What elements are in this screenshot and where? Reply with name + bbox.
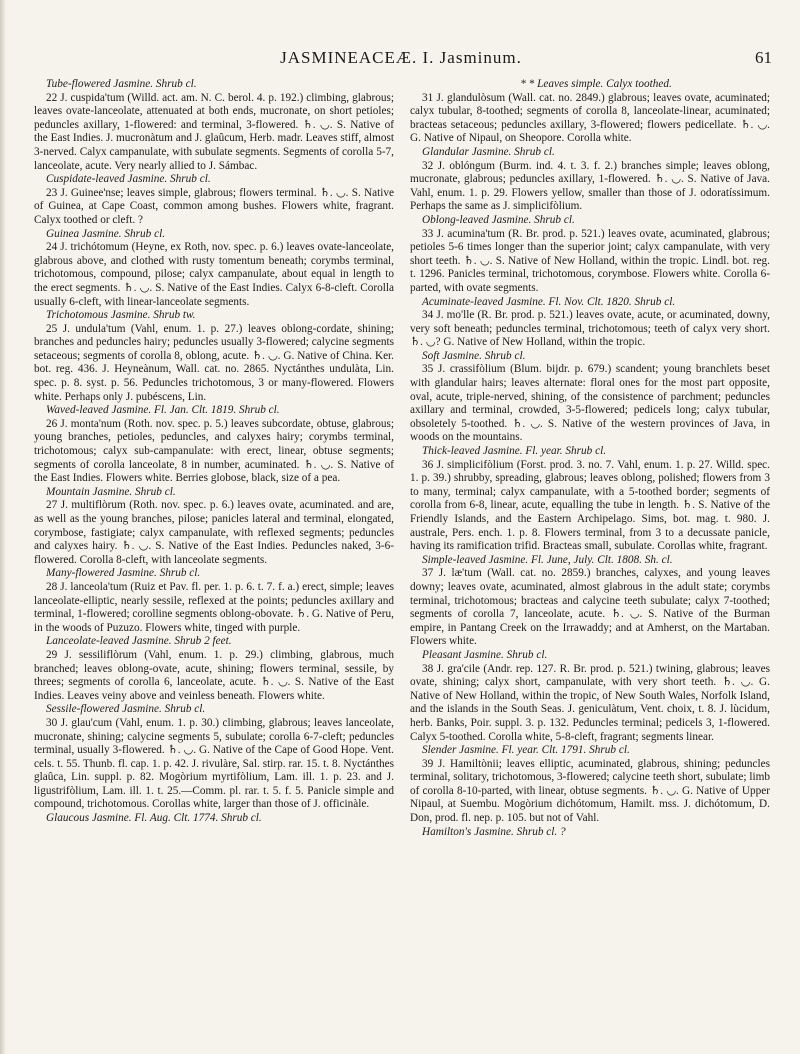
common-name: Acuminate-leaved Jasmine. Fl. Nov. Clt. 1820. Shrub cl. [422,295,676,308]
common-name: Sessile-flowered Jasmine. Shrub cl. [46,703,206,716]
common-name: Tube-flowered Jasmine. Shrub cl. [46,78,197,90]
common-name: Glaucous Jasmine. Fl. Aug. Clt. 1774. Shrub cl. [46,812,262,825]
species-entry: 31 J. glandulòsum (Wall. cat. no. 2849.) glabrous; leaves ovate, acuminated; calyx tubular, 8-toothed; segments of corolla 8, lanceolate-linear, acuminated; bracteas setaceous; peduncles axillary, 3-flowered; flowers pedicellate. ♄. ◡. G. Native of Nipaul, on Sheopore. Corolla white. [410,91,770,145]
left-column [34,78,394,826]
common-name: Guinea Jasmine. Shrub cl. [46,227,166,240]
common-name: Many-flowered Jasmine. Shrub cl. [46,567,201,580]
species-entry: 26 J. monta'num (Roth. nov. spec. p. 5.) leaves subcordate, obtuse, glabrous; young branches, petioles, peduncles, and calyxes hairy; corymbs terminal, trichotomous; calyx sub-campanulate: with erect, linear, obtuse segments; segments of corolla lanceolate, 8 in number, acuminated. ♄. ◡. S. Native of the East Indies. Flowers white. Berries globose, black, size of a pea. [34,417,394,485]
common-name: Waved-leaved Jasmine. Fl. Jan. Clt. 1819. Shrub cl. [46,404,280,417]
species-entry: 35 J. crassifòlium (Blum. bijdr. p. 679.) scandent; young branchlets beset with glandular hairs; leaves alternate: floral ones for the most part opposite, oval, acute, triple-nerved, shining, of the consistence of parchment; peduncles axillary and terminal, crowded, 3-5-flowered; pedicels long; calyx tubular, obsoletely 5-toothed. ♄. ◡. S. Native of the western provinces of Java, in woods on the mountains. [410,363,770,444]
common-name: Lanceolate-leaved Jasmine. Shrub 2 feet. [46,635,232,648]
page-number: 61 [755,48,772,67]
common-name: Cuspidate-leaved Jasmine. Shrub cl. [46,173,211,186]
page-header [30,48,772,72]
species-entry: 23 J. Guinee'nse; leaves simple, glabrous; flowers terminal. ♄. ◡. S. Native of Guinea, at Cape Coast, common among bushes. Flowers white, fragrant. Calyx toothed or cleft. ? [34,186,394,226]
common-name: Glandular Jasmine. Shrub cl. [422,145,555,158]
species-entry: 24 J. trichótomum (Heyne, ex Roth, nov. spec. p. 6.) leaves ovate-lanceolate, glabrous above, and clothed with rusty tomentum beneath; corymbs terminal, trichotomous, compound, pilose; calyx campanulate, about equal in length to the erect segments. ♄. ◡. S. Native of the East Indies. Calyx 6-8-cleft. Corolla usually 6-cleft, with linear-lanceolate segments. [34,241,394,308]
common-name: Soft Jasmine. Shrub cl. [422,349,526,362]
species-entry: 28 J. lanceola'tum (Ruiz et Pav. fl. per. 1. p. 6. t. 7. f. a.) erect, simple; leaves lanceolate-elliptic, nearly sessile, reflexed at the points; peduncles axillary and terminal, 1-flowered; corolline segments oblong-obovate. ♄. G. Native of Peru, in the woods of Puzuzo. Flowers white, tinged with purple. [34,580,394,634]
species-entry: 30 J. glau'cum (Vahl, enum. 1. p. 30.) climbing, glabrous; leaves lanceolate, mucronate, shining; calycine segments 5, subulate; corolla 6-7-cleft; peduncles terminal, usually 3-flowered. ♄. ◡. G. Native of the Cape of Good Hope. Vent. cels. t. 55. Thunb. fl. cap. 1. p. 42. J. rivulàre, Sal. stirp. rar. 15. t. 8. Nyctánthes glaûca, Lin. suppl. p. 82. Mogòrium myrtifòlium, Lam. ill. 1. p. 23. and J. ligustrifòlium, Lam. ill. 1. t. 25.—Comm. pl. rar. t. 5. f. 5. Panicle simple and compound, trichotomous. Corollas white, larger than those of J. officinàle. [34,716,394,811]
species-entry: 38 J. gra'cile (Andr. rep. 127. R. Br. prod. p. 521.) twining, glabrous; leaves ovate, shining; calyx short, campanulate, with very short teeth. ♄. ◡. G. Native of New Holland, within the tropic, of New South Wales, Norfolk Island, and the islands in the South Seas. J. geniculàtum, Vent. choix, t. 8. J. lùcidum, herb. Banks, Poir. suppl. 3. p. 132. Peduncles terminal; pedicels 3, 1-flowered. Calyx 5-toothed. Corolla white, 5-8-cleft, fragrant; segments linear. [410,662,770,743]
species-entry: 22 J. cuspida'tum (Willd. act. am. N. C. berol. 4. p. 192.) climbing, glabrous; leaves ovate-lanceolate, attenuated at both ends, mucronate, on short petioles; peduncles axillary, 1-flowered: and terminal, 3-flowered. ♄. ◡. S. Native of the East Indies. J. mucronàtum and J. glaûcum, Herb. madr. Leaves stiff, almost 3-nerved. Calyx campanulate, with subulate segments. Segments of corolla 5-7, lanceolate, acute. Very nearly allied to J. Sámbac. [34,91,394,172]
species-entry: 37 J. læ'tum (Wall. cat. no. 2859.) branches, calyxes, and young leaves downy; leaves ovate, acuminated, almost glabrous in the adult state; corymbs terminal, trichotomous; bracteas and calycine teeth subulate; calyx 7-toothed; segments of corolla 7, lanceolate, acute. ♄. ◡. S. Native of the Burman empire, in Pantang Creek on the Irrawaddy; and at Amherst, on the Martaban. Flowers white. [410,567,770,648]
species-entry: 32 J. oblóngum (Burm. ind. 4. t. 3. f. 2.) branches simple; leaves oblong, mucronate, glabrous; peduncles axillary, 1-flowered. ♄. ◡. S. Native of Java. Vahl, enum. 1. p. 29. Flowers yellow, smaller than those of J. odoratíssimum. Perhaps the same as J. simplicifòlium. [410,159,770,213]
common-name: Thick-leaved Jasmine. Fl. year. Shrub cl. [422,445,607,458]
common-name: Simple-leaved Jasmine. Fl. June, July. Clt. 1808. Sh. cl. [422,553,673,566]
species-entry: 29 J. sessiliflòrum (Vahl, enum. 1. p. 29.) climbing, glabrous, much branched; leaves oblong-ovate, acute, shining; flowers terminal, sessile, by threes; segments of corolla 6, lanceolate, acute. ♄. ◡. S. Native of the East Indies. Leaves veiny above and veinless beneath. Flowers white. [34,648,394,702]
common-name: Pleasant Jasmine. Shrub cl. [422,648,548,661]
species-entry: 34 J. mo'lle (R. Br. prod. p. 521.) leaves ovate, acute, or acuminated, downy, very soft beneath; peduncles terminal, trichotomous; teeth of calyx very short. ♄. ◡? G. Native of New Holland, within the tropic. [410,309,770,349]
common-name: Mountain Jasmine. Shrub cl. [46,485,176,498]
section-heading: * * Leaves simple. Calyx toothed. [520,78,672,90]
running-title: JASMINEACEÆ. I. Jasminum. [280,48,522,67]
species-entry: 25 J. undula'tum (Vahl, enum. 1. p. 27.) leaves oblong-cordate, shining; branches and peduncles hairy; peduncles usually 3-flowered; calycine segments setaceous; segments of corolla 8, oblong, acute. ♄. ◡. G. Native of China. Ker. bot. reg. 436. J. Heyneànum, Wall. cat. no. 2865. Nyctánthes undulàta, Lin. spec. p. 8. syst. p. 56. Peduncles trichotomous, 3 or many-flowered. Flowers white. Perhaps only J. pubéscens, Lin. [34,322,394,403]
common-name: Hamilton's Jasmine. Shrub cl. ? [422,825,566,838]
right-column [410,78,770,839]
species-entry: 27 J. multiflòrum (Roth. nov. spec. p. 6.) leaves ovate, acuminated. and are, as well as the young branches, pilose; panicles lateral and terminal, elongated, corymbose, fastigiate; calyx campanulate, with reflexed segments; peduncles and calyxes hairy. ♄. ◡. S. Native of the East Indies. Peduncles naked, 3-6-flowered. Corolla 8-cleft, with lanceolate segments. [34,499,394,566]
species-entry: 33 J. acumina'tum (R. Br. prod. p. 521.) leaves ovate, acuminated, glabrous; petioles 5-6 times longer than the superior joint; calyx campanulate, with very short teeth. ♄. ◡. S. Native of New Holland, within the tropic. Lindl. bot. reg. t. 1296. Panicles terminal, trichotomous, corymbose. Flowers white. Corolla 6-parted, with ovate segments. [410,227,770,294]
common-name: Oblong-leaved Jasmine. Shrub cl. [422,213,575,226]
species-entry: 36 J. simplicifòlium (Forst. prod. 3. no. 7. Vahl, enum. 1. p. 27. Willd. spec. 1. p. 39.) shrubby, spreading, glabrous; leaves oblong, polished; flowers from 3 to many, terminal; calyx campanulate, with a 5-toothed border; segments of corolla from 6-8, linear, acute, equalling the tube in length. ♄. S. Native of the Friendly Islands, and the Eastern Archipelago. Sims, bot. mag. t. 980. J. australe, Pers. ench. 1. p. 8. Flowers terminal, from 3 to a decussate panicle, having its ramification trifid. Bracteas small, subulate. Corollas white, fragrant. [410,458,770,553]
common-name: Slender Jasmine. Fl. year. Clt. 1791. Shrub cl. [422,744,630,757]
species-entry: 39 J. Hamiltònii; leaves elliptic, acuminated, glabrous, shining; peduncles terminal, solitary, trichotomous, 3-flowered; calycine teeth short, subulate; limb of corolla 8-10-parted, with linear, obtuse segments. ♄. ◡. G. Native of Upper Nipaul, at Suembu. Mogòrium dichótomum, Hamilt. mss. J. dichótomum, D. Don, prod. fl. nep. p. 105. but not of Vahl. [410,757,770,825]
common-name: Trichotomous Jasmine. Shrub tw. [46,309,196,322]
binding-edge [0,0,6,1054]
